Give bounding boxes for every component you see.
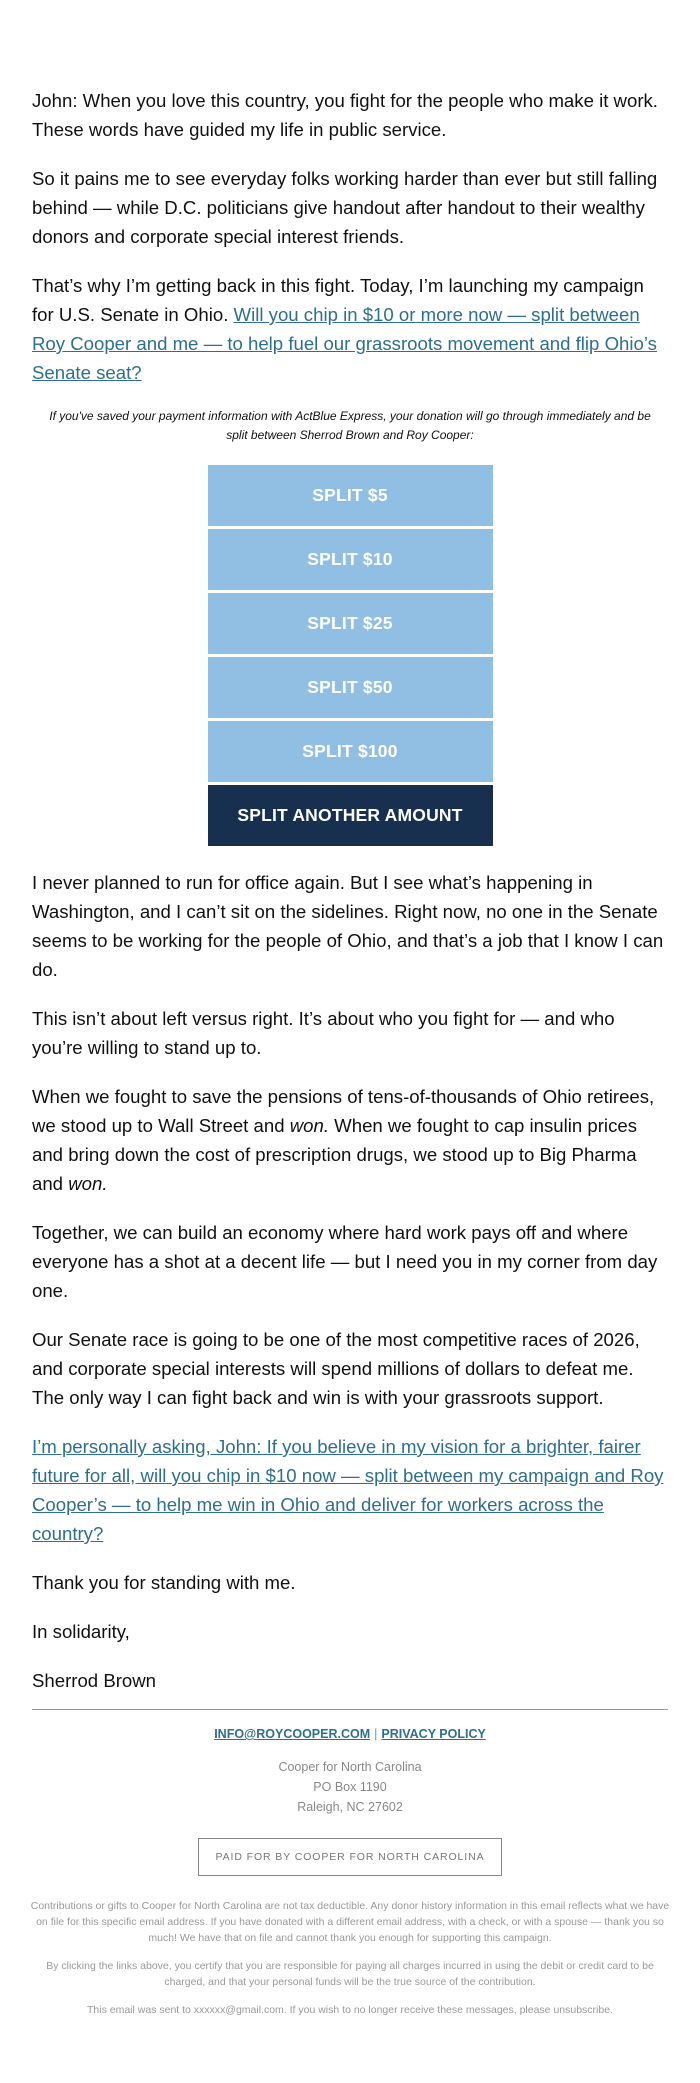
launch-text: That’s why I’m getting back in this fight. Today, I’m launching my campaign for U.S. Senate in Ohio.	[32, 275, 644, 325]
paragraph-never-planned: I never planned to run for office again. But I see what’s happening in Washington, and I can’t sit on the sidelines. Right now, no one in the Senate seems to be working for the people of Ohio, and that’s a job that I know I can do.	[32, 872, 664, 980]
mailing-address	[0, 1757, 700, 1817]
actblue-disclaimer: If you've saved your payment information with ActBlue Express, your donation will go through immediately and be split between Sherrod Brown and Roy Cooper:	[49, 409, 651, 442]
sign-off: In solidarity,	[32, 1621, 130, 1642]
record-won-1: won.	[289, 1115, 329, 1136]
paragraph-thanks: Thank you for standing with me.	[32, 1572, 296, 1593]
paid-for-box: PAID FOR BY COOPER FOR NORTH CAROLINA	[198, 1838, 502, 1876]
split-50-button[interactable]: SPLIT $50	[208, 657, 493, 718]
record-text-b: When we fought to cap insulin prices and bring down the cost of prescription drugs, we stood up to Big Pharma and	[32, 1115, 638, 1194]
split-5-button[interactable]: SPLIT $5	[208, 465, 493, 526]
donate-link-bottom[interactable]: I’m personally asking, John: If you believe in my vision for a brighter, fairer future for all, will you chip in $10 now — split between my campaign and Roy Cooper’s — to help me win in Ohio and deliver for workers across the country?	[32, 1436, 664, 1544]
signature-name: Sherrod Brown	[32, 1670, 157, 1691]
record-text-a: When we fought to save the pensions of tens-of-thousands of Ohio retirees, we stood up to Wall Street and	[32, 1086, 655, 1136]
footer	[0, 1709, 700, 2030]
paragraph-record	[32, 1082, 668, 1198]
footer-link-separator: |	[374, 1727, 378, 1741]
donate-link-top[interactable]: Will you chip in $10 or more now — split between Roy Cooper and me — to help fuel our grassroots movement and flip Ohio’s Senate seat?	[32, 304, 657, 383]
paragraph-launch	[32, 271, 668, 387]
footer-divider	[32, 1709, 668, 1710]
split-25-button[interactable]: SPLIT $25	[208, 593, 493, 654]
split-100-button[interactable]: SPLIT $100	[208, 721, 493, 782]
address-city: Raleigh, NC 27602	[297, 1800, 403, 1814]
record-won-2: won.	[68, 1173, 108, 1194]
privacy-policy-link[interactable]: PRIVACY POLICY	[381, 1727, 486, 1741]
legal-sent-to: This email was sent to xxxxxx@gmail.com. If you wish to no longer receive these messages, please unsubscribe.	[87, 2004, 613, 2016]
paragraph-intro: John: When you love this country, you fight for the people who make it work. These words have guided my life in public service.	[32, 90, 658, 140]
legal-notices	[30, 1898, 670, 2018]
split-10-button[interactable]: SPLIT $10	[208, 529, 493, 590]
address-org: Cooper for North Carolina	[278, 1760, 422, 1774]
address-po-box: PO Box 1190	[313, 1780, 387, 1794]
donation-buttons	[208, 465, 493, 846]
paragraph-left-right: This isn’t about left versus right. It’s about who you fight for — and who you’re willing to stand up to.	[32, 1008, 615, 1058]
contact-email-link[interactable]: INFO@ROYCOOPER.COM	[214, 1727, 371, 1741]
legal-tax-notice: Contributions or gifts to Cooper for North Carolina are not tax deductible. Any donor history information in this email reflects what we have on file for this specific email address. If you have donated with a different email address, with a check, or with a spouse — thank you so much! We have that on file and cannot thank you enough for supporting this campaign.	[30, 1900, 670, 1944]
legal-certification: By clicking the links above, you certify that you are responsible for paying all charges incurred in using the debit or credit card to be charged, and that your personal funds will be the true source of the contribution.	[46, 1960, 654, 1988]
paragraph-ask	[32, 1432, 668, 1548]
footer-links	[0, 1727, 700, 1741]
paragraph-race: Our Senate race is going to be one of the most competitive races of 2026, and corporate special interests will spend millions of dollars to defeat me. The only way I can fight back and win is with your grassroots support.	[32, 1329, 640, 1408]
paragraph-economy: Together, we can build an economy where hard work pays off and where everyone has a shot at a decent life — but I need you in my corner from day one.	[32, 1222, 658, 1301]
split-another-amount-button[interactable]: SPLIT ANOTHER AMOUNT	[208, 785, 493, 846]
paragraph-behind: So it pains me to see everyday folks working harder than ever but still falling behind — while D.C. politicians give handout after handout to their wealthy donors and corporate special interest friends.	[32, 168, 658, 247]
